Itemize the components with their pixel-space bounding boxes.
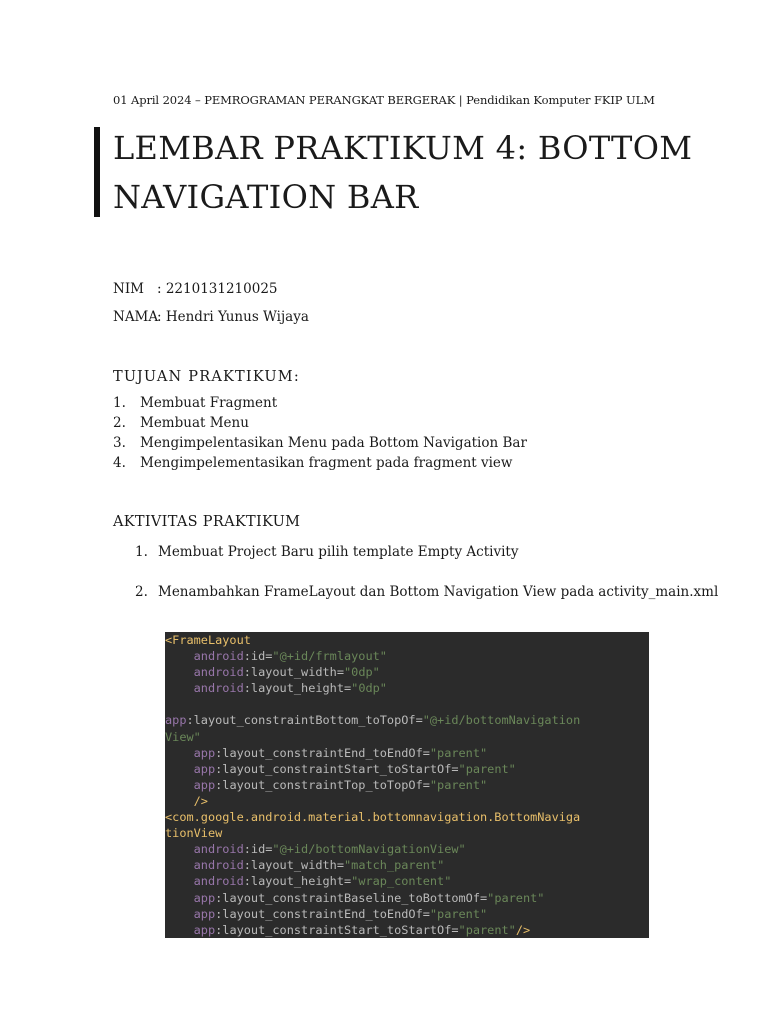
nim-row [113,281,278,297]
code-text [165,842,194,856]
list-item [113,453,527,473]
code-line [165,777,649,793]
code-line [165,696,649,712]
code-line [165,857,649,873]
code-namespace: android [193,858,244,873]
list-item-text: Mengimpelementasikan fragment pada fragment view [140,455,513,471]
code-value: "@+id/frmlayout" [272,649,387,664]
code-text [165,907,194,921]
step-number: 2. [135,584,148,600]
code-text [165,923,194,937]
code-line [165,890,649,906]
code-attribute: :id= [243,649,273,664]
nim-value: : 2210131210025 [157,281,278,297]
code-value: "@+id/bottomNavigationView" [272,842,466,857]
code-line [165,712,649,728]
title-line-1: LEMBAR PRAKTIKUM 4: BOTTOM [113,129,693,167]
list-item [113,433,527,453]
code-text [165,891,194,905]
tujuan-heading: TUJUAN PRAKTIKUM: [113,369,300,385]
step-text: Menambahkan FrameLayout dan Bottom Navigation View pada activity_main.xml [158,584,719,600]
code-line [165,793,649,809]
nim-label: NIM [113,281,144,297]
code-namespace: app [193,922,216,937]
code-value: "match_parent" [344,858,445,873]
code-text [165,794,194,808]
list-item-text: Membuat Fragment [140,395,278,411]
tujuan-list [113,393,527,473]
code-text [165,778,194,792]
nama-row [113,309,309,325]
list-item [113,393,527,413]
code-line [165,873,649,889]
code-value: "parent" [458,922,516,937]
code-attribute: :layout_width= [243,858,344,873]
title-accent-bar [94,127,100,217]
code-text [165,874,194,888]
code-line [165,664,649,680]
code-text [165,762,194,776]
code-tag: <FrameLayout [165,633,251,647]
code-namespace: android [193,681,244,696]
code-attribute: :layout_constraintTop_toTopOf= [215,777,430,792]
code-attribute: :layout_constraintStart_toStartOf= [215,761,459,776]
code-tag: <com.google.android.material.bottomnavigation.BottomNaviga [165,810,581,825]
list-item [113,413,527,433]
code-attribute: :layout_height= [243,874,352,889]
list-item-number: 3. [113,435,126,451]
code-value: "parent" [429,745,488,760]
list-item-number: 2. [113,415,126,431]
code-namespace: android [193,649,244,664]
code-value: "parent" [458,761,516,776]
code-line [165,729,649,745]
code-value: "parent" [429,906,488,921]
title-line-2: NAVIGATION BAR [113,178,419,216]
code-line [165,906,649,922]
code-text [165,858,194,872]
code-value: "parent" [487,890,545,905]
step-2 [135,584,718,600]
code-attribute: :id= [243,842,273,857]
list-item-number: 1. [113,395,126,411]
code-attribute: :layout_constraintEnd_toEndOf= [215,906,430,921]
step-1 [135,544,518,560]
code-value: View" [165,729,201,744]
code-attribute: :layout_height= [243,681,352,696]
code-namespace: android [193,842,244,857]
code-line [165,632,649,648]
code-attribute: :layout_constraintBaseline_toBottomOf= [215,890,488,905]
code-namespace: app [193,777,216,792]
code-line [165,841,649,857]
code-line [165,809,649,825]
list-item-text: Mengimpelentasikan Menu pada Bottom Navigation Bar [140,435,527,451]
code-namespace: app [193,745,216,760]
code-line [165,761,649,777]
nama-label: NAMA [113,309,159,325]
code-text [165,649,194,663]
code-tag: /> [515,922,531,937]
code-value: "0dp" [344,665,380,680]
list-item-number: 4. [113,455,126,471]
code-value: "0dp" [351,681,387,696]
code-attribute: :layout_constraintStart_toStartOf= [215,922,459,937]
step-text: Membuat Project Baru pilih template Empty Activity [158,544,519,560]
code-text [165,665,194,679]
code-tag: tionView [165,826,223,841]
step-number: 1. [135,544,148,560]
code-line [165,648,649,664]
code-line [165,922,649,938]
code-block [165,632,649,938]
code-attribute: :layout_constraintEnd_toEndOf= [215,745,430,760]
page-header: 01 April 2024 – PEMROGRAMAN PERANGKAT BERGERAK | Pendidikan Komputer FKIP ULM [113,93,655,107]
nama-value: : Hendri Yunus Wijaya [157,309,309,325]
page-title [113,124,713,222]
list-item-text: Membuat Menu [140,415,249,431]
code-value: "@+id/bottomNavigation [422,713,581,728]
code-line [165,680,649,696]
code-value: "wrap_content" [351,874,452,889]
aktivitas-heading: AKTIVITAS PRAKTIKUM [113,514,301,530]
code-text [165,681,194,695]
code-line [165,745,649,761]
code-attribute: :layout_width= [243,665,344,680]
code-tag: /> [193,793,208,808]
code-namespace: android [193,874,244,889]
code-namespace: app [193,761,216,776]
code-line [165,825,649,841]
code-namespace: app [193,906,216,921]
code-text [165,746,194,760]
code-namespace: app [193,890,216,905]
code-value: "parent" [429,777,488,792]
code-namespace: app [165,713,187,728]
code-namespace: android [193,665,244,680]
code-attribute: :layout_constraintBottom_toTopOf= [186,713,423,728]
